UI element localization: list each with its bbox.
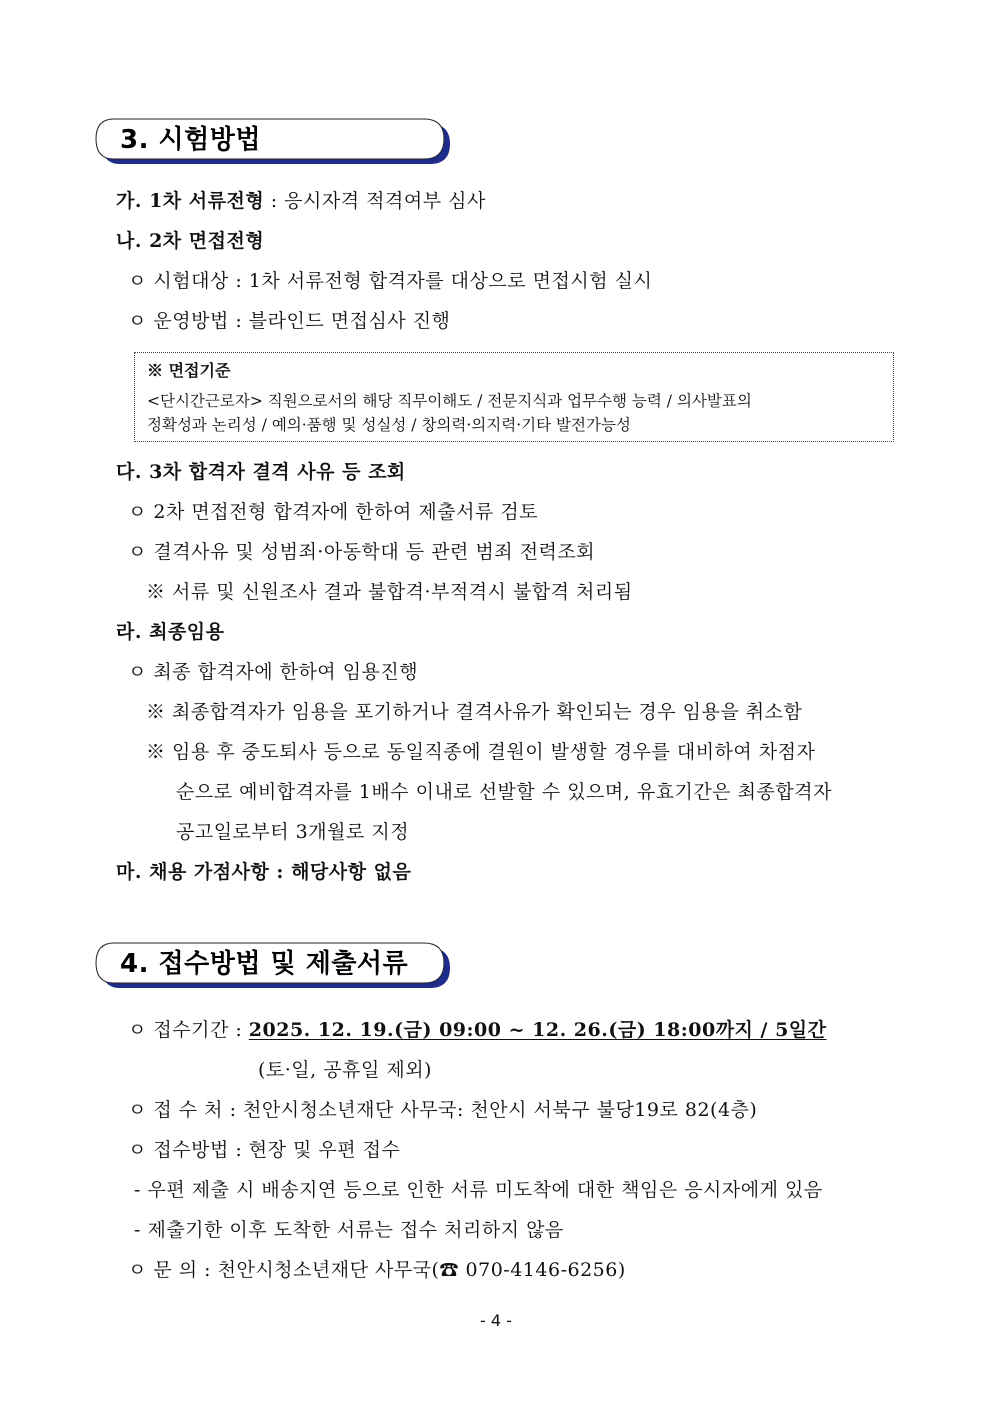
item-c-bullet-1: ㅇ 2차 면접전형 합격자에 한하여 제출서류 검토 [128, 501, 539, 523]
contact-phone: 070-4146-6256) [458, 1259, 626, 1281]
item-c-label: 다. 3차 합격자 결격 사유 등 조회 [116, 461, 406, 483]
contact-label: ㅇ 문 의 : 천안시청소년재단 사무국( [128, 1259, 440, 1281]
reception-method: ㅇ 접수방법 : 현장 및 우편 접수 [128, 1139, 401, 1161]
item-c-note: ※ 서류 및 신원조사 결과 불합격·부적격시 불합격 처리됨 [146, 581, 633, 603]
item-d-note-2-line-1: ※ 임용 후 중도퇴사 등으로 동일직종에 결원이 발생할 경우를 대비하여 차점자 [146, 741, 816, 763]
item-c-bullet-2: ㅇ 결격사유 및 성범죄·아동학대 등 관련 범죄 전력조회 [128, 541, 596, 563]
page-number: - 4 - [480, 1311, 512, 1330]
item-b-label: 나. 2차 면접전형 [116, 230, 265, 252]
reception-dash-1: - 우편 제출 시 배송지연 등으로 인한 서류 미도착에 대한 책임은 응시자에게 있음 [134, 1179, 823, 1201]
item-e-label: 마. 채용 가점사항 : 해당사항 없음 [116, 861, 412, 883]
item-d-bullet: ㅇ 최종 합격자에 한하여 임용진행 [128, 661, 419, 683]
section-4-title: 4. 접수방법 및 제출서류 [120, 949, 409, 979]
section-4-header [94, 942, 450, 990]
item-d-note-2-line-2: 순으로 예비합격자를 1배수 이내로 선발할 수 있으며, 유효기간은 최종합격자 [176, 781, 832, 803]
item-a [116, 189, 486, 213]
reception-dash-2: - 제출기한 이후 도착한 서류는 접수 처리하지 않음 [134, 1219, 564, 1241]
reception-place: ㅇ 접 수 처 : 천안시청소년재단 사무국: 천안시 서북구 불당19로 82(4층) [128, 1099, 758, 1121]
reception-period-label: ㅇ 접수기간 : [128, 1019, 249, 1041]
item-d-note-2-line-3: 공고일로부터 3개월로 지정 [176, 821, 410, 843]
item-a-text: : 응시자격 적격여부 심사 [264, 190, 486, 212]
item-b-bullet-1: ㅇ 시험대상 : 1차 서류전형 합격자를 대상으로 면접시험 실시 [128, 270, 653, 292]
note-line-1: <단시간근로자> 직원으로서의 해당 직무이해도 / 전문지식과 업무수행 능력 / 의사발표의 [147, 392, 752, 410]
item-d-label: 라. 최종임용 [116, 621, 225, 643]
item-b-bullet-2: ㅇ 운영방법 : 블라인드 면접심사 진행 [128, 310, 451, 332]
reception-period-note: (토·일, 공휴일 제외) [258, 1059, 432, 1081]
note-line-2: 정확성과 논리성 / 예의·품행 및 성실성 / 창의력·의지력·기타 발전가능성 [147, 416, 631, 434]
section-3-header [94, 118, 450, 166]
section-3-title: 3. 시험방법 [120, 125, 261, 155]
contact [128, 1258, 626, 1282]
reception-period-value: 2025. 12. 19.(금) 09:00 ~ 12. 26.(금) 18:00까지 / 5일간 [248, 1019, 827, 1041]
item-a-label: 가. 1차 서류전형 [116, 190, 265, 212]
reception-period [128, 1018, 827, 1042]
note-title: ※ 면접기준 [147, 361, 231, 380]
item-d-note-1: ※ 최종합격자가 임용을 포기하거나 결격사유가 확인되는 경우 임용을 취소함 [146, 701, 803, 723]
interview-criteria-box [134, 352, 894, 442]
phone-icon: ☎ [439, 1259, 459, 1281]
